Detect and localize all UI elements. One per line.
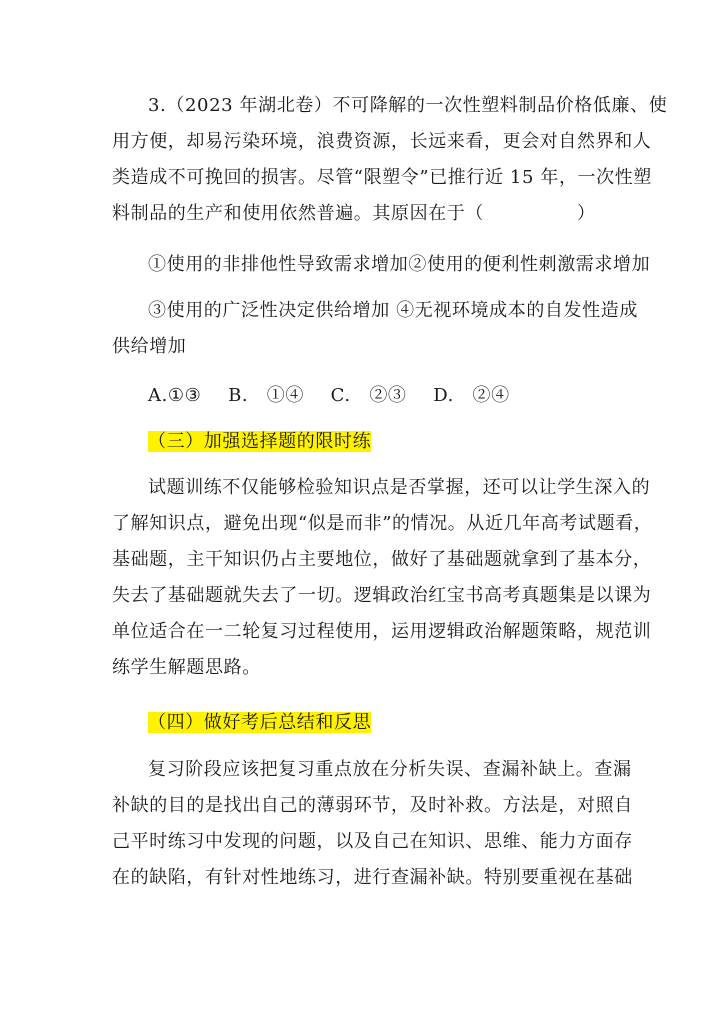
section-4-line: 复习阶段应该把复习重点放在分析失误、查漏补缺上。查漏	[148, 759, 632, 780]
question-stem-line: 用方便，却易污染环境，浪费资源，长远来看，更会对自然界和人	[112, 131, 652, 152]
section-3-line: 失去了基础题就失去了一切。逻辑政治红宝书高考真题集是以课为	[112, 585, 652, 606]
section-3-line: 基础题，主干知识仍占主要地位，做好了基础题就拿到了基本分，	[112, 549, 652, 570]
statement-line: ③使用的广泛性决定供给增加 ④无视环境成本的自发性造成	[148, 300, 638, 321]
section-3-line: 了解知识点，避免出现“似是而非”的情况。从近几年高考试题看，	[112, 513, 653, 534]
section-4-line: 补缺的目的是找出自己的薄弱环节，及时补救。方法是，对照自	[112, 795, 633, 816]
section-3-line: 单位适合在一二轮复习过程使用，运用逻辑政治解题策略，规范训	[112, 621, 652, 642]
statement-line: 供给增加	[112, 336, 187, 357]
section-3-line: 练学生解题思路。	[112, 657, 261, 678]
option-d: D. ②④	[433, 385, 510, 406]
question-stem-line: 料制品的生产和使用依然普遍。其原因在于（ ）	[112, 203, 596, 224]
option-c: C. ②③	[330, 385, 407, 406]
option-a: A.①③	[148, 385, 202, 406]
section-4-heading-text: （四）做好考后总结和反思	[148, 712, 372, 733]
question-statement-2	[112, 293, 638, 365]
section-4-line: 在的缺陷，有针对性地练习，进行查漏补缺。特别要重视在基础	[112, 867, 633, 888]
section-3-line: 试题训练不仅能够检验知识点是否掌握，还可以让学生深入的	[148, 477, 651, 498]
section-4-body	[112, 752, 633, 896]
section-3-heading-text: （三）加强选择题的限时练	[148, 431, 372, 452]
section-4-heading	[112, 705, 612, 741]
question-stem	[112, 88, 668, 232]
answer-options	[112, 378, 612, 414]
section-3-body	[112, 470, 653, 686]
statement-line: ①使用的非排他性导致需求增加②使用的便利性刺激需求增加	[148, 254, 651, 275]
option-b: B. ①④	[228, 385, 305, 406]
question-statement-1	[112, 247, 651, 283]
section-3-heading	[112, 424, 612, 460]
question-stem-line: 3.（2023 年湖北卷）不可降解的一次性塑料制品价格低廉、使	[148, 95, 668, 116]
section-4-line: 己平时练习中发现的问题，以及自己在知识、思维、能力方面存	[112, 831, 633, 852]
question-stem-line: 类造成不可挽回的损害。尽管“限塑令”已推行近 15 年，一次性塑	[112, 167, 652, 188]
options-line	[112, 378, 510, 414]
